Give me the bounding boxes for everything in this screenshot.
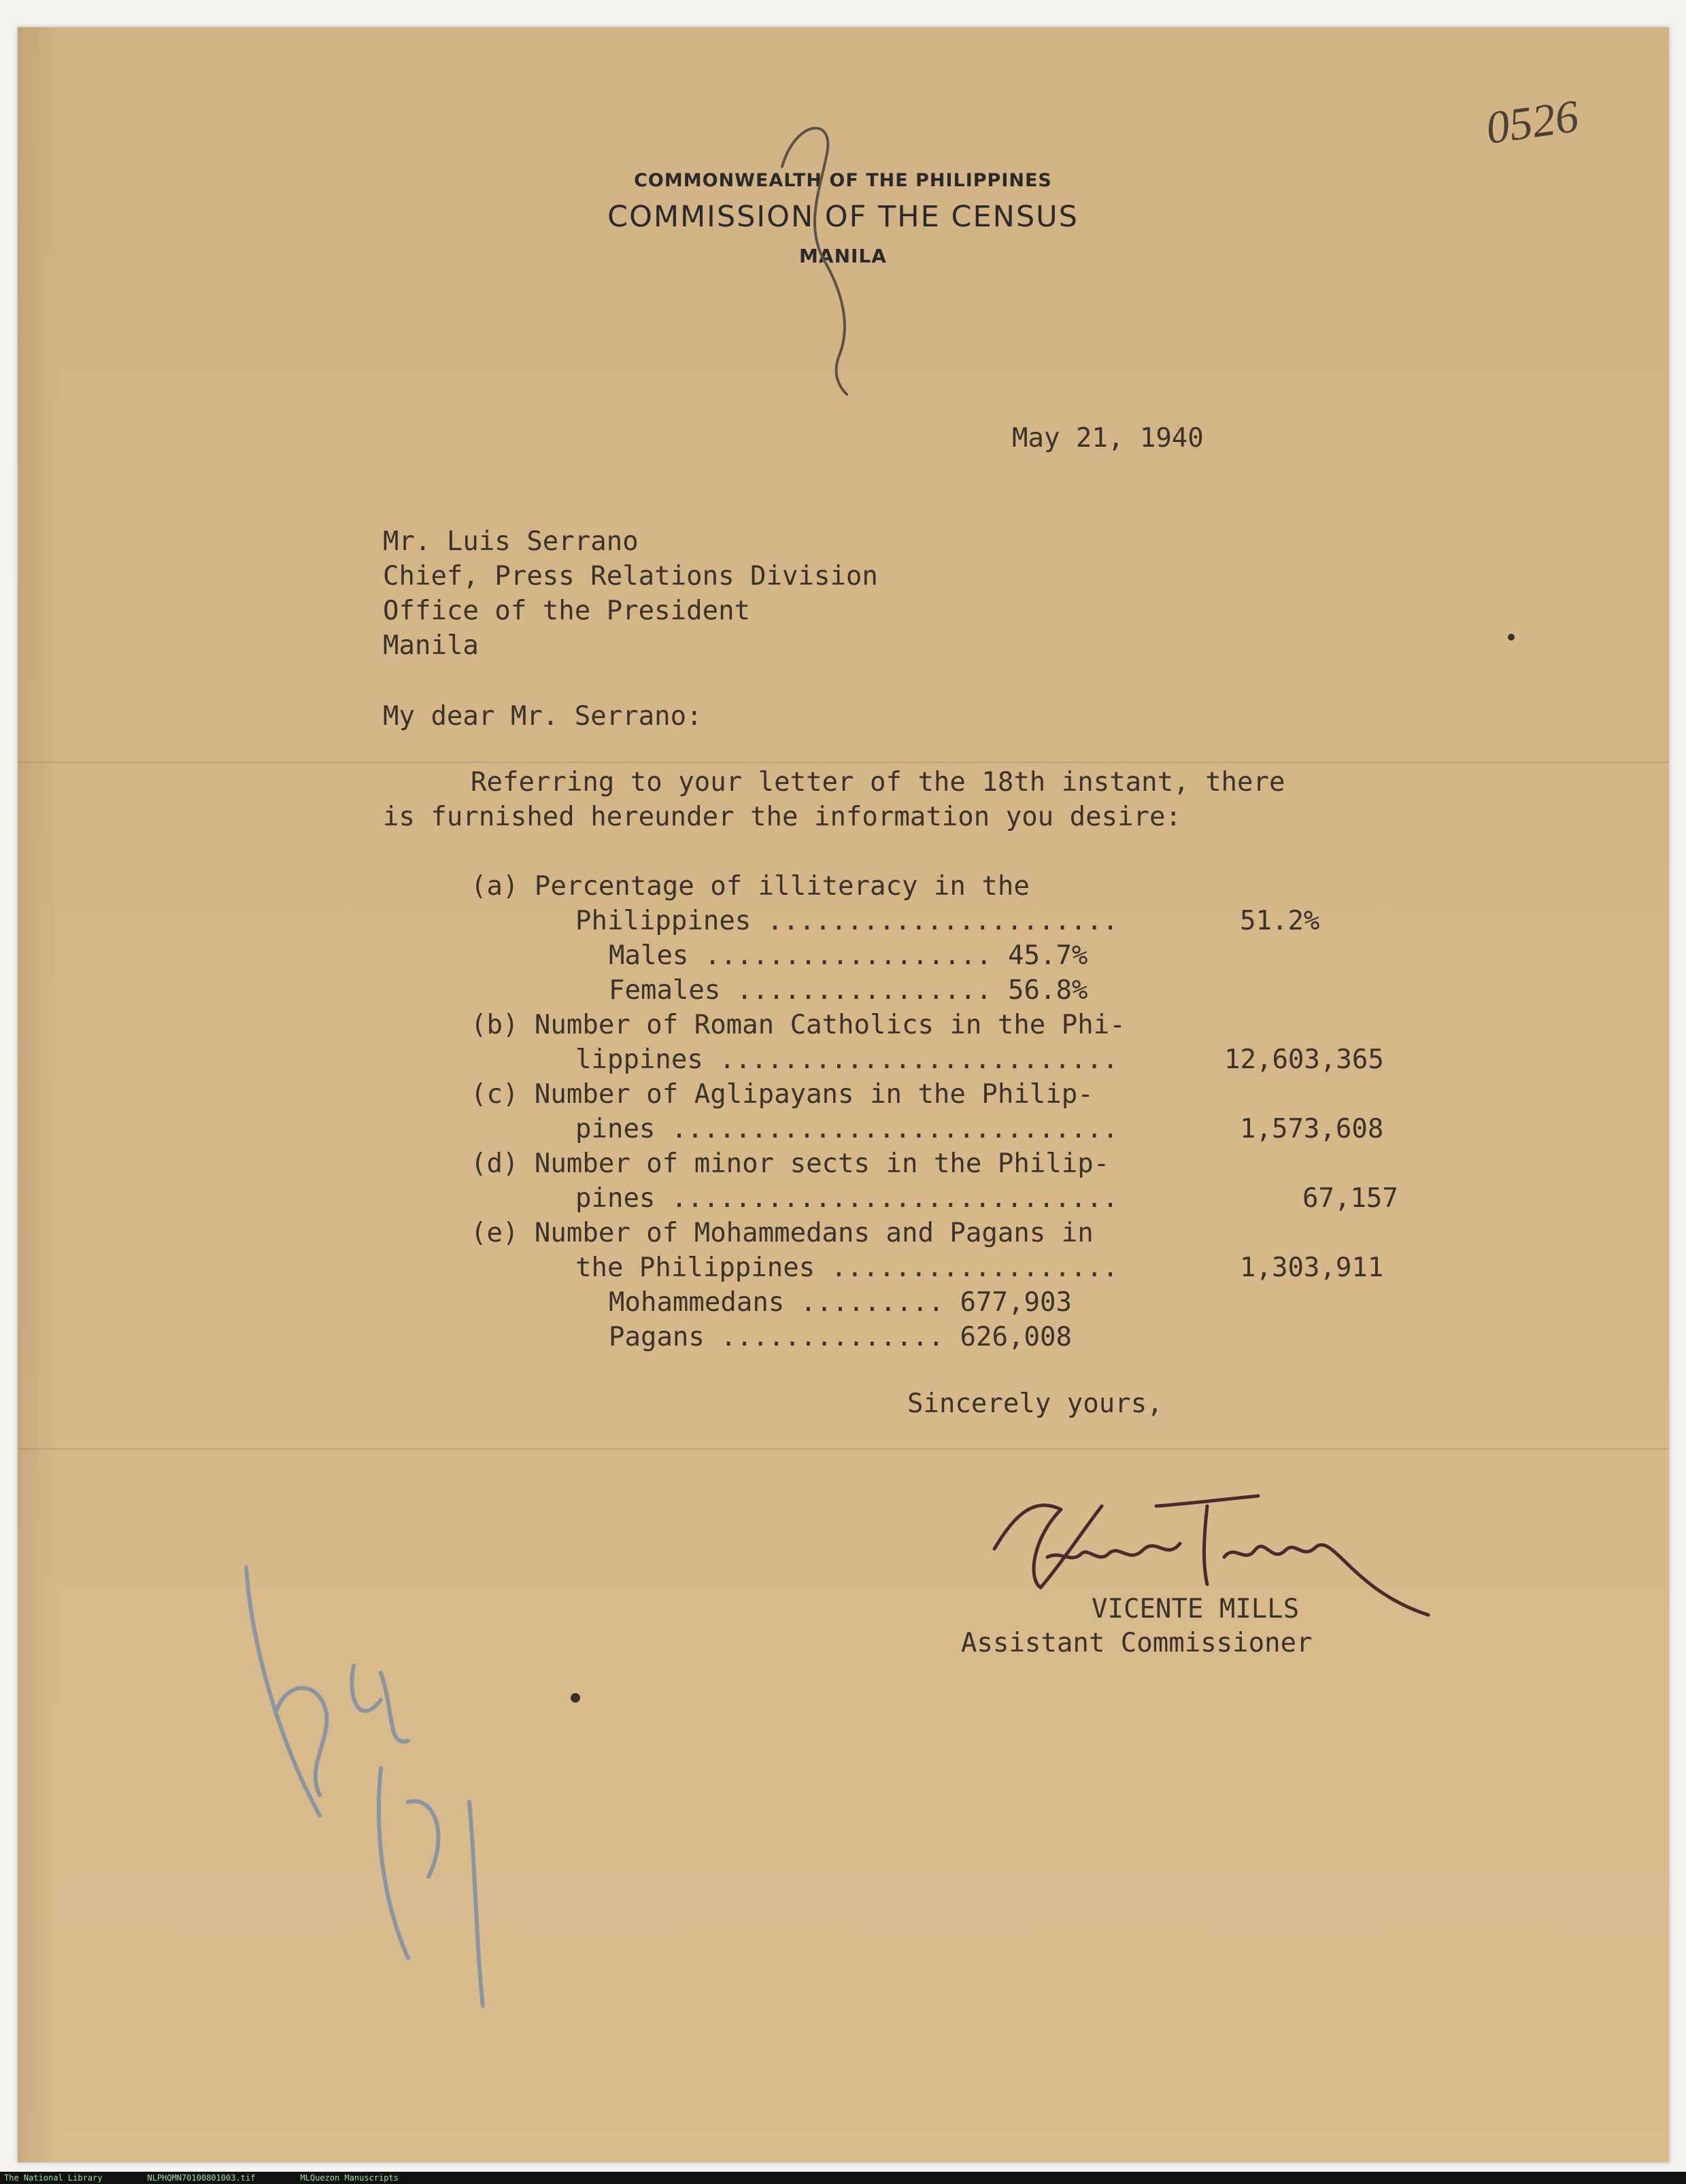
item-b-value: 12,603,365 bbox=[1224, 1044, 1384, 1075]
signatory-title: Assistant Commissioner bbox=[961, 1628, 1313, 1658]
item-e-leader: the Philippines .................. bbox=[575, 1252, 1119, 1283]
item-e-label: (e) Number of Mohammedans and Pagans in bbox=[471, 1218, 1094, 1248]
item-a-females: Females ................ 56.8% bbox=[609, 975, 1088, 1006]
address-line: Mr. Luis Serrano bbox=[383, 526, 639, 557]
item-a-males: Males .................. 45.7% bbox=[609, 940, 1088, 971]
address-line: Office of the President bbox=[383, 596, 751, 626]
letter-date: May 21, 1940 bbox=[1012, 423, 1204, 454]
intro-line: is furnished hereunder the information you desire: bbox=[383, 802, 1181, 832]
item-d-value: 67,157 bbox=[1302, 1183, 1398, 1214]
item-a-value: 51.2% bbox=[1240, 906, 1320, 936]
closing: Sincerely yours, bbox=[907, 1388, 1163, 1419]
item-c-value: 1,573,608 bbox=[1240, 1114, 1384, 1144]
item-e-pagans: Pagans .............. 626,008 bbox=[609, 1322, 1072, 1352]
address-line: Chief, Press Relations Division bbox=[383, 561, 878, 592]
address-line: Manila bbox=[383, 630, 479, 661]
handwritten-reference-number: 0526 bbox=[1483, 89, 1582, 154]
scan-footer bbox=[0, 2172, 1686, 2184]
letterhead-city: MANILA bbox=[799, 245, 887, 267]
salutation: My dear Mr. Serrano: bbox=[383, 701, 703, 732]
item-d-label: (d) Number of minor sects in the Philip- bbox=[471, 1148, 1110, 1179]
item-e-mohammedans: Mohammedans ......... 677,903 bbox=[609, 1287, 1072, 1318]
item-b-leader: lippines ......................... bbox=[575, 1044, 1119, 1075]
item-e-value: 1,303,911 bbox=[1240, 1252, 1384, 1283]
item-d-leader: pines ............................ bbox=[575, 1183, 1119, 1214]
item-c-label: (c) Number of Aglipayans in the Philip- bbox=[471, 1079, 1094, 1110]
letterhead-line-1: COMMONWEALTH OF THE PHILIPPINES bbox=[634, 170, 1052, 191]
item-a-label: (a) Percentage of illiteracy in the bbox=[471, 871, 1030, 902]
footer-library: The National Library bbox=[4, 2173, 103, 2183]
letterhead-title: COMMISSION OF THE CENSUS bbox=[607, 200, 1079, 234]
intro-line: Referring to your letter of the 18th instant, there bbox=[471, 767, 1285, 798]
item-a-leader: Philippines ...................... bbox=[575, 906, 1119, 936]
footer-collection: MLQuezon Manuscripts bbox=[300, 2173, 399, 2183]
item-b-label: (b) Number of Roman Catholics in the Phi- bbox=[471, 1010, 1126, 1040]
footer-file: NLPHQMN70100801003.tif bbox=[147, 2173, 256, 2183]
signatory-name: VICENTE MILLS bbox=[1092, 1594, 1300, 1624]
item-c-leader: pines ............................ bbox=[575, 1114, 1119, 1144]
